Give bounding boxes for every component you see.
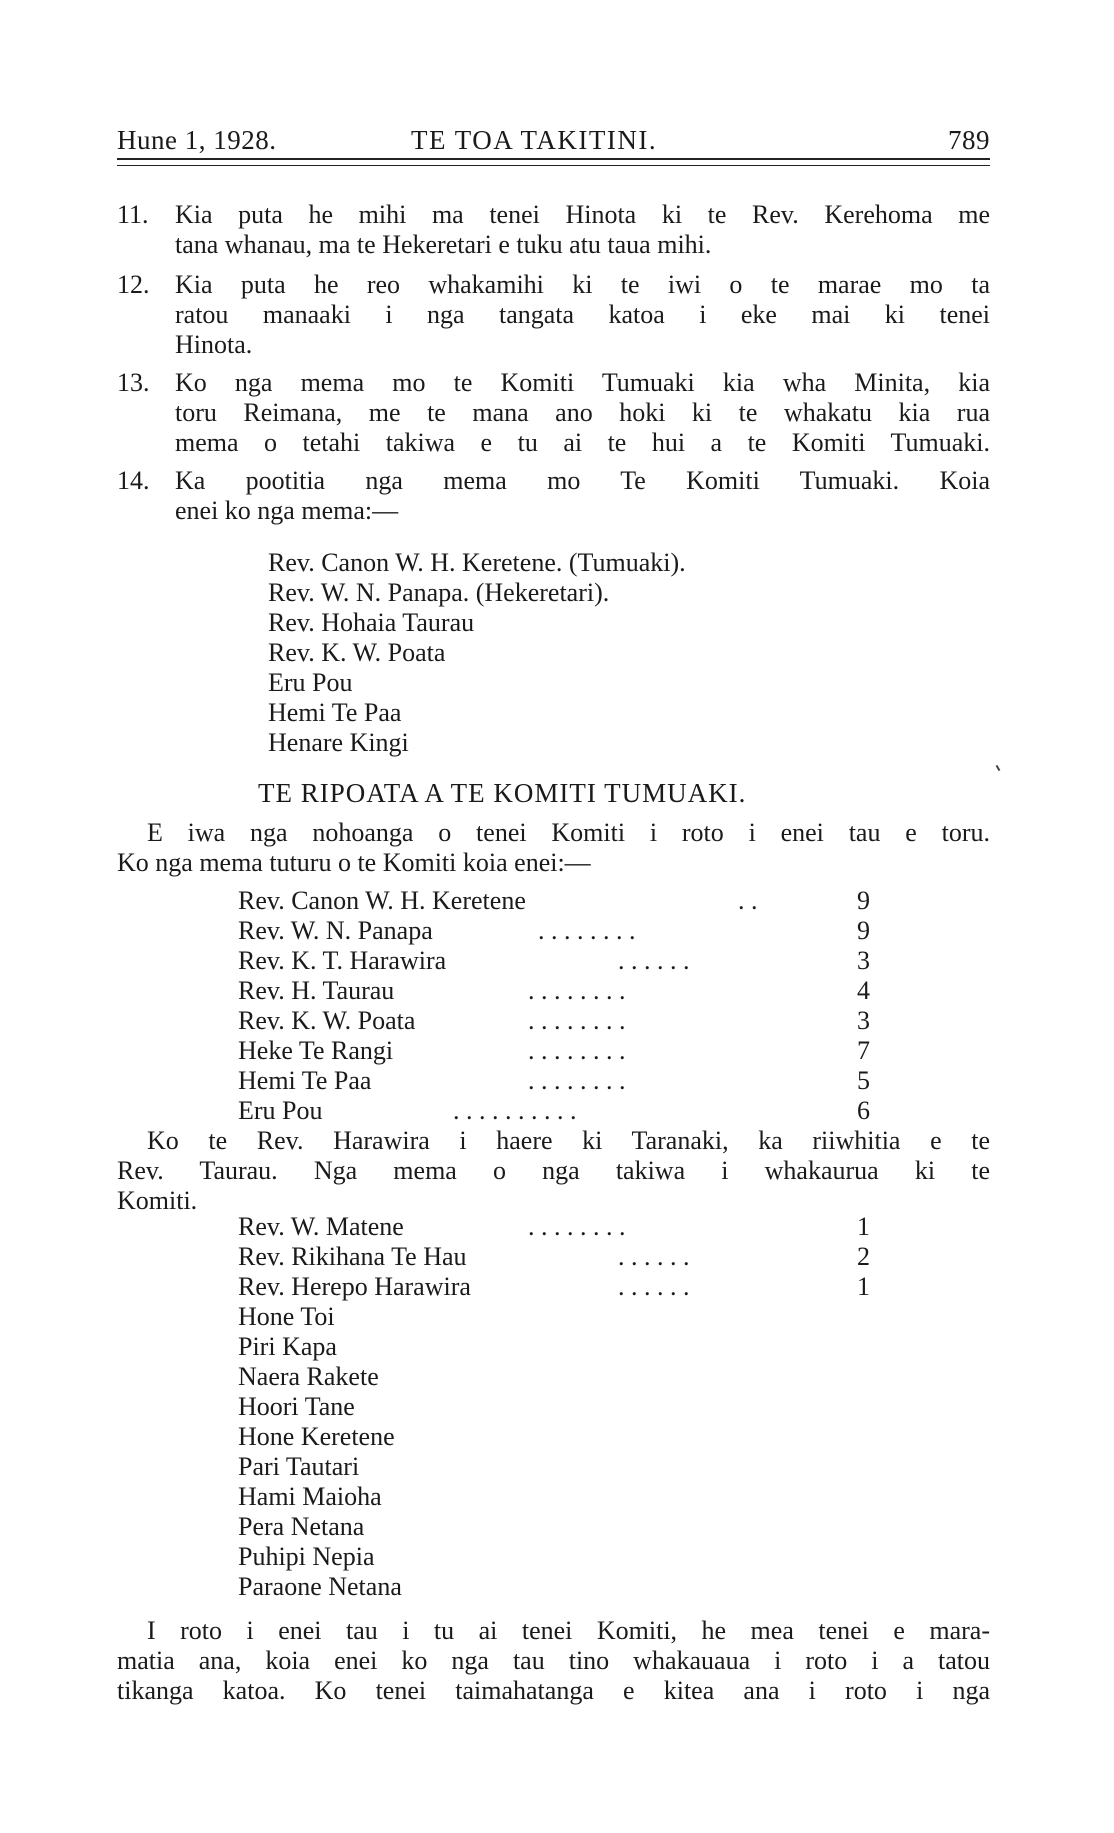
header-rule <box>117 158 990 160</box>
table-row <box>238 1242 868 1272</box>
list-item: Naera Rakete <box>238 1362 379 1391</box>
intro-paragraph <box>117 818 990 878</box>
member-name: Eru Pou <box>238 1096 323 1125</box>
member-name: Rev. W. N. Panapa <box>238 916 433 945</box>
meeting-count: 9 <box>857 916 870 945</box>
table-row <box>238 1036 868 1066</box>
header-date: Hune 1, 1928. <box>117 125 277 155</box>
running-header <box>117 117 990 157</box>
item-number: 14. <box>117 466 150 495</box>
district-members-table <box>238 1212 868 1302</box>
item-line: Ka pootitia nga mema mo Te Komiti Tumuaki. Koia <box>175 466 990 495</box>
item-line: enei ko nga mema:— <box>175 496 399 525</box>
meeting-count: 2 <box>857 1242 870 1271</box>
table-row <box>238 1272 868 1302</box>
list-item: Hemi Te Paa <box>268 698 402 727</box>
leader-dots: . . . . . . <box>618 1242 690 1271</box>
list-item: Henare Kingi <box>268 728 409 757</box>
list-item: Hoori Tane <box>238 1392 355 1421</box>
item-line: Kia puta he mihi ma tenei Hinota ki te Rev. Kerehoma me <box>175 200 990 229</box>
list-item: Rev. Canon W. H. Keretene. (Tumuaki). <box>268 548 686 577</box>
item-line: Hinota. <box>175 330 253 359</box>
other-names-list <box>238 1302 402 1602</box>
paragraph-line: I roto i enei tau i tu ai tenei Komiti, he mea tenei e mara- <box>147 1616 990 1645</box>
item-line: Ko nga mema mo te Komiti Tumuaki kia wha Minita, kia <box>175 368 990 397</box>
table-row <box>238 1066 868 1096</box>
list-item: Pera Netana <box>238 1512 365 1541</box>
list-item: Pari Tautari <box>238 1452 360 1481</box>
table-row <box>238 1212 868 1242</box>
list-item: Hami Maioha <box>238 1482 382 1511</box>
member-name: Rev. K. W. Poata <box>238 1006 416 1035</box>
item-line: mema o tetahi takiwa e tu ai te hui a te Komiti Tumuaki. <box>175 428 990 457</box>
leader-dots: . . . . . . . . . . <box>453 1096 577 1125</box>
table-row <box>238 886 868 916</box>
table-row <box>238 1006 868 1036</box>
committee-member-list <box>268 548 686 758</box>
leader-dots: . . . . . . . . <box>528 976 626 1005</box>
meeting-count: 7 <box>857 1036 870 1065</box>
item-line: ratou manaaki i nga tangata katoa i eke mai ki tenei <box>175 300 990 329</box>
page-number: 789 <box>948 125 990 155</box>
leader-dots: . . . . . . . . <box>528 1066 626 1095</box>
list-item: Eru Pou <box>268 668 353 697</box>
paragraph-line: matia ana, koia enei ko nga tau tino whakauaua i roto i a tatou <box>117 1646 990 1675</box>
table-row <box>238 1096 868 1126</box>
section-heading: TE RIPOATA A TE KOMITI TUMUAKI. <box>258 778 747 808</box>
member-name: Rev. Herepo Harawira <box>238 1272 471 1301</box>
list-item: Rev. W. N. Panapa. (Hekeretari). <box>268 578 610 607</box>
member-name: Rev. W. Matene <box>238 1212 404 1241</box>
item-number: 12. <box>117 270 150 299</box>
header-title: TE TOA TAKITINI. <box>411 125 658 155</box>
list-item: Hone Keretene <box>238 1422 395 1451</box>
paragraph-line: Ko te Rev. Harawira i haere ki Taranaki, ka riiwhitia e te <box>147 1126 990 1155</box>
member-name: Rev. Canon W. H. Keretene <box>238 886 526 915</box>
leader-dots: . . . . . . <box>618 1272 690 1301</box>
paragraph-line: E iwa nga nohoanga o tenei Komiti i roto i enei tau e toru. <box>147 818 990 847</box>
item-number: 11. <box>117 200 149 229</box>
paragraph-line: tikanga katoa. Ko tenei taimahatanga e kitea ana i roto i nga <box>117 1676 990 1705</box>
paragraph-line: Ko nga mema tuturu o te Komiti koia enei:— <box>117 848 591 877</box>
meeting-count: 1 <box>857 1212 870 1241</box>
list-item: Puhipi Nepia <box>238 1542 375 1571</box>
print-speck <box>996 765 1001 771</box>
member-name: Heke Te Rangi <box>238 1036 394 1065</box>
meeting-count: 5 <box>857 1066 870 1095</box>
meeting-count: 1 <box>857 1272 870 1301</box>
list-item: Paraone Netana <box>238 1572 402 1601</box>
item-line: Kia puta he reo whakamihi ki te iwi o te marae mo ta <box>175 270 990 299</box>
member-name: Rev. K. T. Harawira <box>238 946 447 975</box>
meeting-count: 3 <box>857 946 870 975</box>
leader-dots: . . <box>738 886 758 915</box>
closing-paragraph <box>117 1616 990 1706</box>
table-row <box>238 916 868 946</box>
list-item: Piri Kapa <box>238 1332 337 1361</box>
meeting-count: 3 <box>857 1006 870 1035</box>
item-line: toru Reimana, me te mana ano hoki ki te whakatu kia rua <box>175 398 990 427</box>
paragraph-line: Rev. Taurau. Nga mema o nga takiwa i whakaurua ki te <box>117 1156 990 1185</box>
paragraph-line: Komiti. <box>117 1186 198 1215</box>
member-name: Hemi Te Paa <box>238 1066 372 1095</box>
header-rule-thin <box>117 165 990 166</box>
leader-dots: . . . . . . . . <box>538 916 636 945</box>
meeting-count: 4 <box>857 976 870 1005</box>
list-item: Hone Toi <box>238 1302 335 1331</box>
attendance-table <box>238 886 868 1126</box>
meeting-count: 6 <box>857 1096 870 1125</box>
table-row <box>238 946 868 976</box>
list-item: Rev. K. W. Poata <box>268 638 446 667</box>
item-number: 13. <box>117 368 150 397</box>
table-row <box>238 976 868 1006</box>
list-item: Rev. Hohaia Taurau <box>268 608 475 637</box>
leader-dots: . . . . . . . . <box>528 1036 626 1065</box>
item-line: tana whanau, ma te Hekeretari e tuku atu taua mihi. <box>175 230 712 259</box>
member-name: Rev. H. Taurau <box>238 976 395 1005</box>
member-name: Rev. Rikihana Te Hau <box>238 1242 467 1271</box>
leader-dots: . . . . . . . . <box>528 1212 626 1241</box>
leader-dots: . . . . . . <box>618 946 690 975</box>
middle-paragraph <box>117 1126 990 1216</box>
leader-dots: . . . . . . . . <box>528 1006 626 1035</box>
meeting-count: 9 <box>857 886 870 915</box>
